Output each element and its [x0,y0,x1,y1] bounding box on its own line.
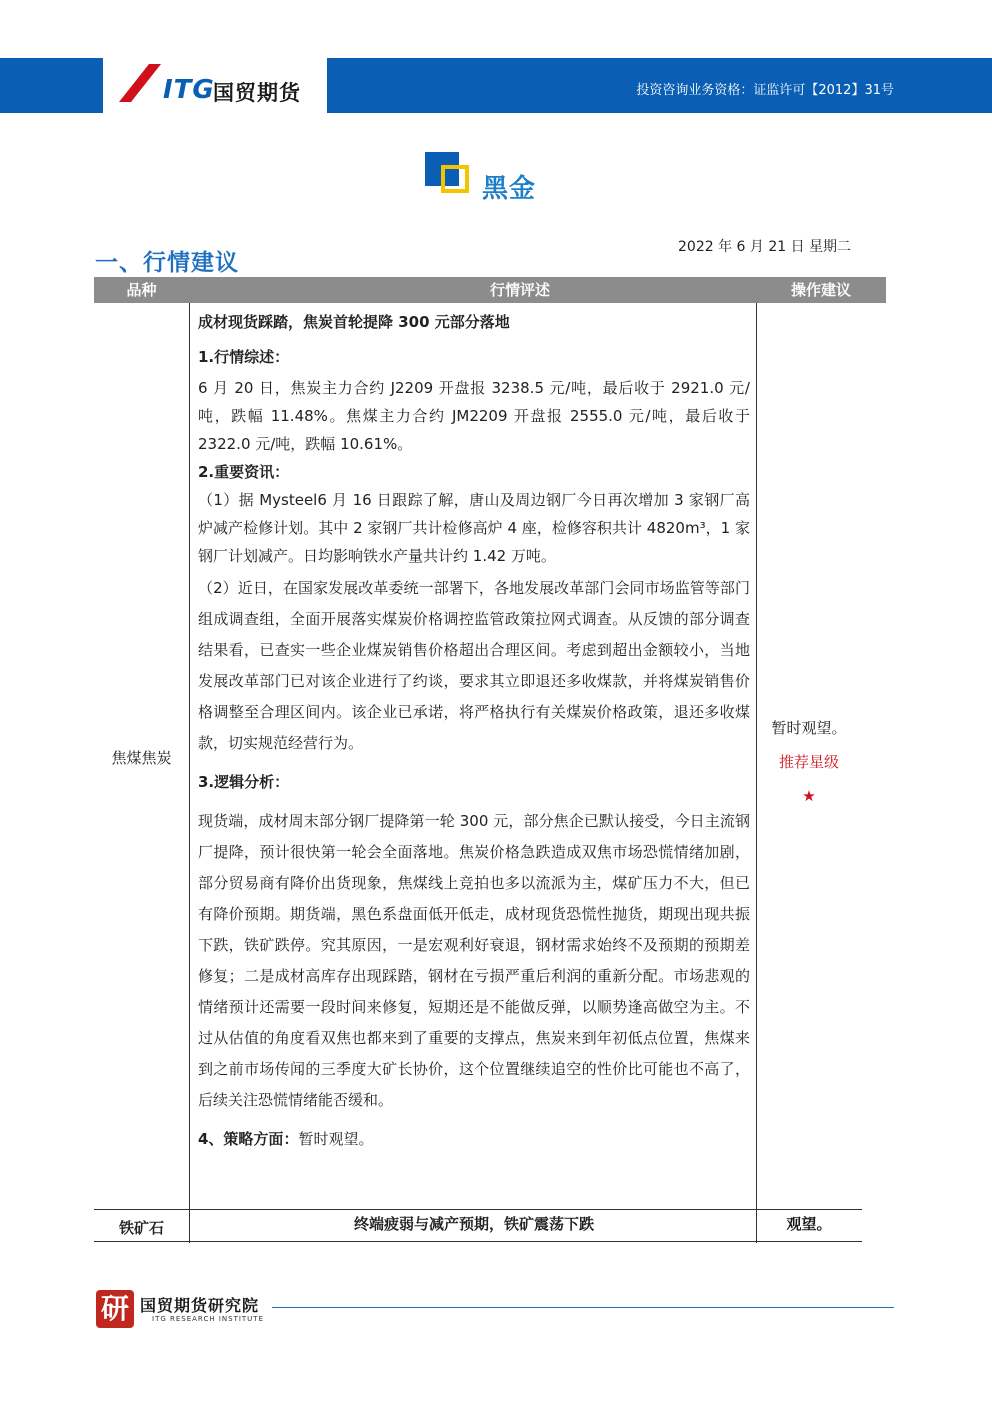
header-left-bar [0,58,103,113]
header-commentary: 行情评述 [489,281,550,299]
sec4-title: 4、策略方面： [198,1130,299,1148]
row-title: 成材现货踩踏，焦炭首轮提降 300 元部分落地 [198,313,510,331]
rating-label: 推荐星级 [778,753,839,771]
logo-mark-icon [117,62,167,108]
section-title: 黑金 [482,174,537,204]
sec2-title: 2.重要资讯： [198,463,290,481]
sec3-text: 现货端，成材周末部分钢厂提降第一轮 300 元，部分焦企已默认接受，今日主流钢厂提降，预计很快第一轮会全面落地。焦炭价格急跌造成双焦市场恐慌情绪加剧，部分贸易商有降价出货现象，焦煤线上竞拍也多以流派为主，煤矿压力不大，但已有降价预期。期货端，黑色系盘面低开低走，成材现货恐慌性抛货，期现出现共振下跌，铁矿跌停。究其原因，一是宏观利好衰退，钢材需求始终不及预期的预期差修复；二是成材高库存出现踩踏，钢材在亏损严重后利润的重新分配。市场悲观的情绪预计还需要一段时间来修复，短期还是不能做反弹，以顺势逢高做空为主。不过从估值的角度看双焦也都来到了重要的支撑点，焦炭来到年初低点位置，焦煤来到之前市场传闻的三季度大矿长协价，这个位置继续追空的性价比可能也不高了，后续关注恐慌情绪能否缓和。 [198,812,750,1109]
sec3-title: 3.逻辑分析： [198,773,290,791]
header-advice: 操作建议 [790,281,851,299]
logo-cn-text: 国贸期货 [213,81,301,105]
header-variety: 品种 [126,281,157,299]
page-heading: 一、行情建议 [95,250,239,276]
divider [189,303,190,1243]
header-right-bar [327,58,992,113]
rating-star-icon: ★ [802,787,816,805]
sec4-text: 暂时观望。 [298,1130,374,1148]
sec1-title: 1.行情综述： [198,348,290,366]
sec2-item1: （1）据 Mysteel6 月 16 日跟踪了解，唐山及周边钢厂今日再次增加 3 家钢厂高炉减产检修计划。其中 2 家钢厂共计检修高炉 4 座，检修容积共计 4820m³，1 家钢厂计划减产。日均影响铁水产量共计约 1.42 万吨。 [198,491,750,565]
variety-coking: 焦煤焦炭 [111,749,172,767]
report-date: 2022 年 6 月 21 日 星期二 [678,239,852,255]
logo-itg-text: ITG [163,75,215,105]
divider [94,1209,862,1210]
license-text: 投资咨询业务资格：证监许可【2012】31号 [636,83,894,98]
sec1-text: 6 月 20 日，焦炭主力合约 J2209 开盘报 3238.5 元/吨，最后收于 2921.0 元/吨，跌幅 11.48%。焦煤主力合约 JM2209 开盘报 2555.0 元/吨，最后收于 2322.0 元/吨，跌幅 10.61%。 [198,379,750,453]
research-seal-icon: 研 [96,1290,134,1328]
divider [94,1241,862,1242]
sec2-item2: （2）近日，在国家发展改革委统一部署下，各地发展改革部门会同市场监管等部门组成调查组，全面开展落实煤炭价格调控监管政策拉网式调查。从反馈的部分调查结果看，已查实一些企业煤炭销售价格超出合理区间。考虑到超出金额较小，当地发展改革部门已对该企业进行了约谈，要求其立即退还多收煤款，并将煤炭销售价格调整至合理区间内。该企业已承诺，将严格执行有关煤炭价格政策，退还多收煤款，切实规范经营行为。 [198,579,750,752]
commentary-coking [198,307,750,1155]
advice-iron-ore: 观望。 [786,1215,832,1233]
logo [103,58,327,113]
variety-iron-ore: 铁矿石 [118,1219,164,1237]
table-header-row [94,277,886,303]
section-square-icon [425,152,473,196]
footer-name: 国贸期货研究院 [140,1296,260,1315]
header-band [0,58,992,113]
advice-coking [756,711,862,813]
advice-text: 暂时观望。 [771,719,847,737]
footer-subtitle: ITG RESEARCH INSTITUTE [152,1315,265,1323]
footer-line [272,1307,894,1308]
row-title-iron-ore: 终端疲弱与减产预期，铁矿震荡下跌 [353,1215,594,1233]
